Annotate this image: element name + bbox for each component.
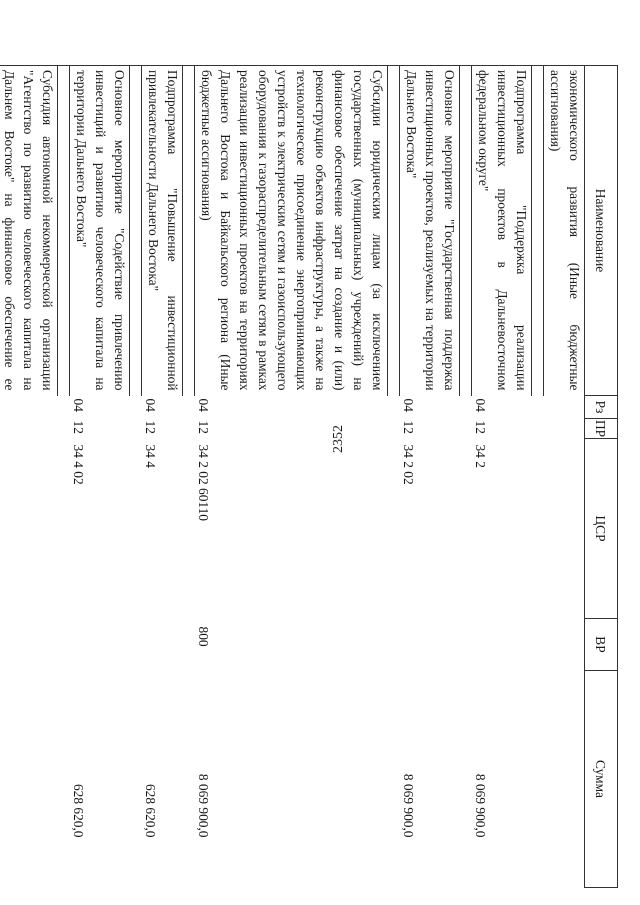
row-csr: 34 4 xyxy=(143,444,159,468)
header-name: Наименование xyxy=(585,66,618,396)
row-sum: 628 620,0 xyxy=(143,783,159,838)
table-header xyxy=(585,66,618,888)
spacer-cell xyxy=(460,396,472,888)
spacer-cell xyxy=(183,396,195,888)
row-vr xyxy=(472,619,532,671)
rotated-table-area xyxy=(2,65,618,887)
spacer-cell xyxy=(388,66,400,396)
spacer-cell xyxy=(532,396,544,888)
row-csr xyxy=(544,439,585,619)
row-name: Подпрограмма "Повышение инвестиционной привлекательности Дальнего Востока" xyxy=(142,66,183,396)
row-spacer xyxy=(130,66,142,888)
header-vr: ВР xyxy=(585,619,618,671)
row-vr xyxy=(0,619,58,671)
row-csr: 34 2 xyxy=(473,444,489,468)
row-spacer xyxy=(58,66,70,888)
spacer-cell xyxy=(532,66,544,396)
row-spacer xyxy=(183,66,195,888)
row-pr: 12 xyxy=(196,420,212,434)
row-name: Основное мероприятие "Государственная поддержка инвестиционных проектов, реализуемых на территории Дальнего Востока" xyxy=(400,66,460,396)
row-pr xyxy=(0,419,58,439)
row-rz: 04 xyxy=(143,398,159,412)
row-csr: 34 4 02 xyxy=(71,444,87,485)
row-sum: 8 069 900,0 xyxy=(473,773,489,838)
table-row xyxy=(400,66,460,888)
row-name: Субсидии юридическим лицам (за исключением государственных (муниципальных) учреждений) на финансовое обеспечение затрат на создание и (или) реконструкцию объектов инфраструктуры, а также на технологическое присоединение энергопринимающих устройств к электрическим сетям и газоиспользующего оборудования к газораспределительным сетям в рамках реализации инвестиционных проектов на территориях Дальнего Востока и Байкальского региона (Иные бюджетные ассигнования) xyxy=(195,66,388,396)
row-csr: 34 2 02 xyxy=(401,444,417,485)
row-vr xyxy=(400,619,460,671)
row-rz: 04 xyxy=(196,398,212,412)
row-pr: 12 xyxy=(401,420,417,434)
table-row xyxy=(195,66,388,888)
row-pr: 12 xyxy=(473,420,489,434)
page-number: 2352 xyxy=(331,425,346,453)
row-pr xyxy=(544,419,585,439)
row-rz xyxy=(0,396,58,419)
spacer-cell xyxy=(388,396,400,888)
row-spacer xyxy=(388,66,400,888)
row-vr xyxy=(70,619,130,671)
table-row xyxy=(0,66,58,888)
row-spacer xyxy=(460,66,472,888)
row-pr: 12 xyxy=(143,420,159,434)
budget-table xyxy=(0,65,618,888)
row-csr: 34 2 02 60110 xyxy=(196,444,212,521)
row-name: Субсидия автономной некоммерческой организации "Агентство по развитию человеческого капитала на Дальнем Востоке" на финансовое обеспечение ее xyxy=(0,66,58,396)
row-csr xyxy=(0,439,58,619)
row-name: Подпрограмма "Поддержка реализации инвестиционных проектов в Дальневосточном федеральном округе" xyxy=(472,66,532,396)
header-rz: Рз xyxy=(585,396,618,419)
table-body xyxy=(0,66,585,888)
spacer-cell xyxy=(58,396,70,888)
row-name: экономического развития (Иные бюджетные ассигнования) xyxy=(544,66,585,396)
header-pr: ПР xyxy=(585,419,618,439)
spacer-cell xyxy=(58,66,70,396)
row-name: Основное мероприятие "Содействие привлечению инвестиций и развитию человеческого капитала на территории Дальнего Востока" xyxy=(70,66,130,396)
spacer-cell xyxy=(130,66,142,396)
table-row xyxy=(70,66,130,888)
row-pr: 12 xyxy=(71,420,87,434)
row-vr xyxy=(142,619,183,671)
row-sum xyxy=(544,671,585,888)
table-row xyxy=(544,66,585,888)
row-spacer xyxy=(532,66,544,888)
row-sum: 628 620,0 xyxy=(71,783,87,838)
header-sum: Сумма xyxy=(585,671,618,888)
row-rz xyxy=(544,396,585,419)
row-sum: 8 069 900,0 xyxy=(401,773,417,838)
spacer-cell xyxy=(460,66,472,396)
row-sum: 8 069 900,0 xyxy=(196,773,212,838)
header-row xyxy=(585,66,618,888)
header-csr: ЦСР xyxy=(585,439,618,619)
row-vr: 800 xyxy=(196,626,212,647)
spacer-cell xyxy=(130,396,142,888)
table-row xyxy=(472,66,532,888)
spacer-cell xyxy=(183,66,195,396)
table-rotator xyxy=(2,65,618,887)
table-row xyxy=(142,66,183,888)
row-vr xyxy=(544,619,585,671)
row-rz: 04 xyxy=(473,398,489,412)
row-sum xyxy=(0,671,58,888)
row-rz: 04 xyxy=(401,398,417,412)
row-rz: 04 xyxy=(71,398,87,412)
